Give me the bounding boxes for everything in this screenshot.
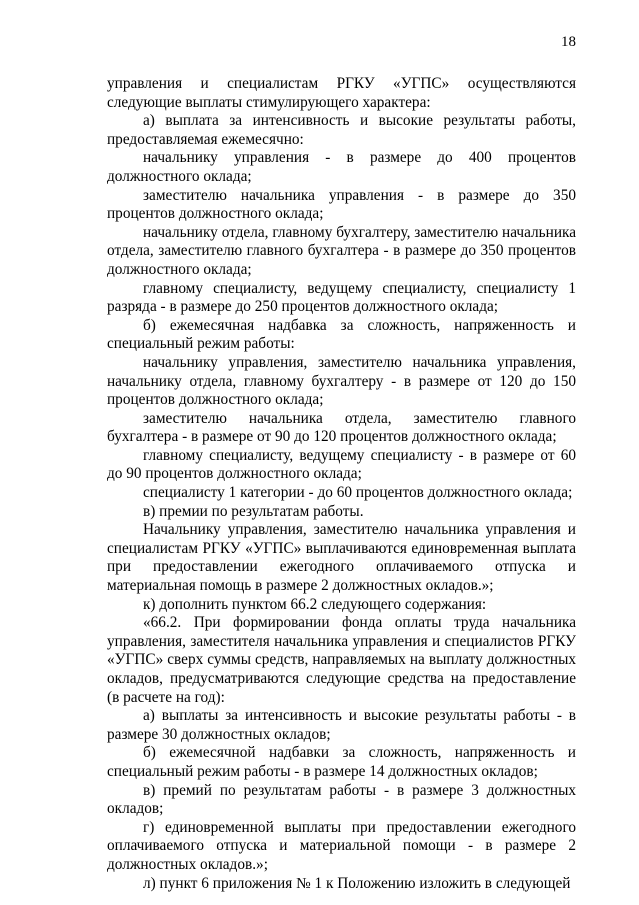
paragraph: а) выплата за интенсивность и высокие результаты работы, предоставляемая ежемесячно: [107, 112, 576, 148]
paragraph: заместителю начальника управления - в размере до 350 процентов должностного оклада; [107, 186, 576, 223]
paragraph: г) единовременной выплаты при предоставлении ежегодного оплачиваемого отпуска и материальной помощи - в размере 2 должностных окладов.»; [107, 818, 576, 873]
document-body [107, 75, 576, 893]
paragraph: управления и специалистам РГКУ «УГПС» осуществляются следующие выплаты стимулирующего характера: [107, 75, 576, 111]
paragraph: Начальнику управления, заместителю начальника управления и специалистам РГКУ «УГПС» выплачиваются единовременная выплата при предоставлении ежегодного оплачиваемого отпуска и материальная помощь в размере 2 должностных окладов.»; [107, 521, 576, 595]
paragraph: начальнику управления, заместителю начальника управления, начальнику отдела, главному бухгалтеру - в размере от 120 до 150 процентов должностного оклада; [107, 353, 576, 409]
paragraph: б) ежемесячная надбавка за сложность, напряженность и специальный режим работы: [107, 316, 576, 353]
paragraph: главному специалисту, ведущему специалисту - в размере от 60 до 90 процентов должностного оклада; [107, 446, 576, 483]
paragraph: главному специалисту, ведущему специалисту, специалисту 1 разряда - в размере до 250 процентов должностного оклада; [107, 279, 576, 316]
paragraph: заместителю начальника отдела, заместителю главного бухгалтера - в размере от 90 до 120 процентов должностного оклада; [107, 409, 576, 446]
paragraph: б) ежемесячной надбавки за сложность, напряженность и специальный режим работы - в размере 14 должностных окладов; [107, 744, 576, 780]
paragraph: в) премии по результатам работы. [143, 502, 364, 520]
paragraph: начальнику отдела, главному бухгалтеру, заместителю начальника отдела, заместителю главного бухгалтера - в размере до 350 процентов должностного оклада; [107, 223, 576, 278]
paragraph: специалисту 1 категории - до 60 процентов должностного оклада; [143, 484, 573, 502]
paragraph: л) пункт 6 приложения № 1 к Положению изложить в следующей [143, 874, 571, 892]
paragraph: начальнику управления - в размере до 400 процентов должностного оклада; [107, 149, 576, 185]
paragraph: а) выплаты за интенсивность и высокие результаты работы - в размере 30 должностных окладов; [107, 707, 576, 743]
paragraph: в) премий по результатам работы - в размере 3 должностных окладов; [107, 781, 576, 818]
paragraph: «66.2. При формировании фонда оплаты труда начальника управления, заместителя начальника управления и специалистов РГКУ «УГПС» сверх суммы средств, направляемых на выплату должностных окладов, предусматриваются следующие средства на предоставление (в расчете на год): [107, 614, 576, 706]
page-number: 18 [561, 34, 576, 50]
paragraph: к) дополнить пунктом 66.2 следующего содержания: [143, 595, 487, 613]
